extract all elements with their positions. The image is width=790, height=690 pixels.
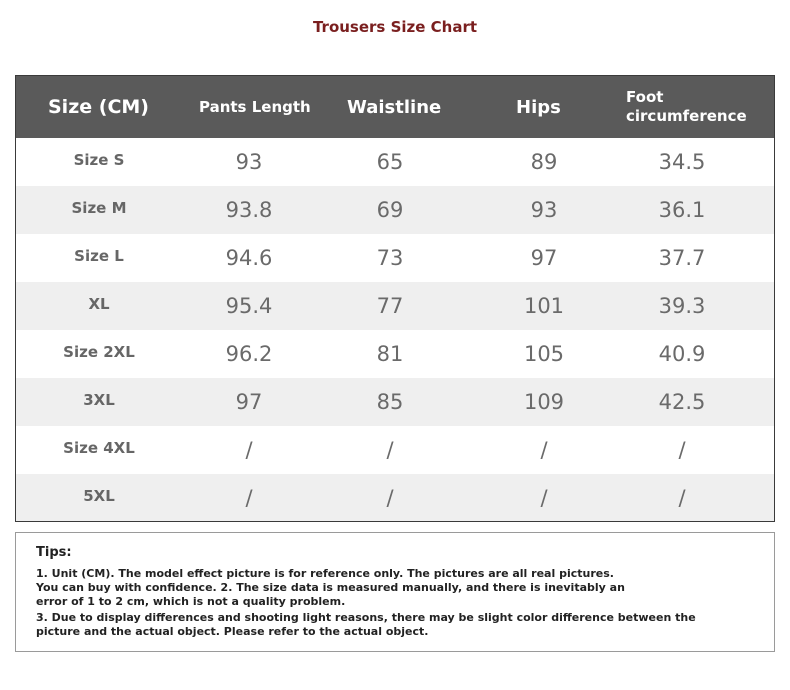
size-cell: Size 2XL <box>63 343 135 361</box>
pants-length-cell: / <box>245 486 253 510</box>
foot-circumference-cell: / <box>678 486 686 510</box>
size-cell: XL <box>88 295 110 313</box>
table-row <box>16 474 774 522</box>
waistline-cell: 81 <box>376 342 404 366</box>
size-chart-table <box>15 75 775 522</box>
size-cell: Size M <box>71 199 127 217</box>
foot-circumference-cell: 34.5 <box>658 150 706 174</box>
pants-length-cell: 94.6 <box>225 246 273 270</box>
foot-circumference-cell: 42.5 <box>658 390 706 414</box>
waistline-cell: 69 <box>376 198 404 222</box>
tip-item: 1. Unit (CM). The model effect picture is for reference only. The pictures are all real pictures. You can buy with confidence. 2. The size data is measured manually, and there is inevitably an error of 1 to 2 cm, which is not a quality problem. <box>36 567 625 608</box>
pants-length-cell: 96.2 <box>225 342 273 366</box>
header-waistline: Waistline <box>347 96 442 118</box>
hips-cell: / <box>540 438 548 462</box>
pants-length-cell: 95.4 <box>225 294 273 318</box>
table-row <box>16 330 774 378</box>
foot-circumference-cell: 39.3 <box>658 294 706 318</box>
table-row <box>16 186 774 234</box>
size-cell: 5XL <box>83 487 115 505</box>
table-header <box>16 76 774 138</box>
waistline-cell: 77 <box>376 294 404 318</box>
waistline-cell: 65 <box>376 150 404 174</box>
hips-cell: 97 <box>530 246 558 270</box>
foot-circumference-cell: / <box>678 438 686 462</box>
hips-cell: 93 <box>530 198 558 222</box>
size-cell: Size L <box>74 247 124 265</box>
header-foot-circumference: Foot circumference <box>626 88 747 125</box>
table-row <box>16 282 774 330</box>
tip-item: 3. Due to display differences and shooting light reasons, there may be slight color difference between the picture and the actual object. Please refer to the actual object. <box>36 611 696 638</box>
waistline-cell: 85 <box>376 390 404 414</box>
table-row <box>16 426 774 474</box>
header-pants-length: Pants Length <box>199 98 311 116</box>
hips-cell: 89 <box>530 150 558 174</box>
table-row <box>16 138 774 186</box>
foot-circumference-cell: 36.1 <box>658 198 706 222</box>
pants-length-cell: 93 <box>235 150 263 174</box>
waistline-cell: / <box>386 486 394 510</box>
hips-cell: 109 <box>523 390 565 414</box>
tips-box <box>15 532 775 652</box>
table-row <box>16 234 774 282</box>
hips-cell: 105 <box>523 342 565 366</box>
pants-length-cell: 97 <box>235 390 263 414</box>
waistline-cell: 73 <box>376 246 404 270</box>
size-cell: Size 4XL <box>63 439 135 457</box>
hips-cell: 101 <box>523 294 565 318</box>
hips-cell: / <box>540 486 548 510</box>
waistline-cell: / <box>386 438 394 462</box>
foot-circumference-cell: 40.9 <box>658 342 706 366</box>
page-title: Trousers Size Chart <box>312 18 478 36</box>
header-size: Size (CM) <box>48 96 149 118</box>
header-hips: Hips <box>516 96 561 118</box>
table-row <box>16 378 774 426</box>
size-cell: 3XL <box>83 391 115 409</box>
pants-length-cell: 93.8 <box>225 198 273 222</box>
size-cell: Size S <box>73 151 125 169</box>
pants-length-cell: / <box>245 438 253 462</box>
tips-title: Tips: <box>36 545 72 560</box>
foot-circumference-cell: 37.7 <box>658 246 706 270</box>
